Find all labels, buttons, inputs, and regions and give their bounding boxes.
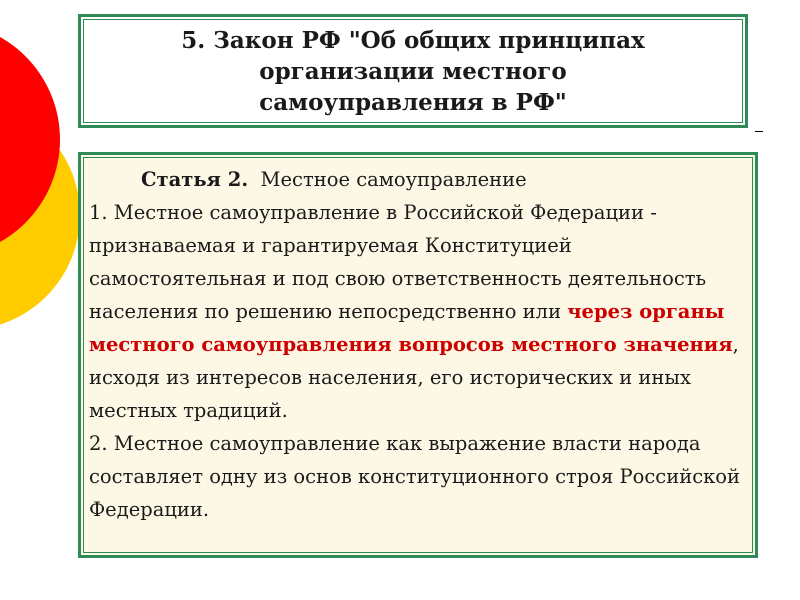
- article-box: [78, 152, 758, 558]
- title-box: [78, 14, 748, 128]
- paragraph-1-text: 1. Местное самоуправление в Российской Федерации - признаваемая и гарантируемая Конституцией самостоятельная и под свою ответственность деятельность населения по решению непосредственно или: [89, 201, 707, 323]
- paragraph-1-ending: , исходя из интересов населения, его исторических и иных местных традиций.: [89, 333, 739, 422]
- title-line: самоуправления в РФ": [259, 88, 567, 116]
- article-heading: [89, 163, 751, 196]
- paragraph-1-highlight: через органы местного самоуправления вопросов местного значения: [89, 300, 733, 356]
- article-paragraph-2: 2. Местное самоуправление как выражение власти народа составляет одну из основ конституционного строя Российской Федерации.: [89, 432, 741, 521]
- article-paragraph-1: [89, 196, 751, 427]
- title-line: организации местного: [259, 57, 567, 85]
- title-line: 5. Закон РФ "Об общих принципах: [181, 26, 645, 54]
- article-text: [89, 163, 751, 526]
- slide-title: [181, 25, 644, 118]
- title-underline-mark: [755, 131, 763, 132]
- article-name: Местное самоуправление: [260, 168, 527, 191]
- article-number: Статья 2.: [141, 168, 249, 191]
